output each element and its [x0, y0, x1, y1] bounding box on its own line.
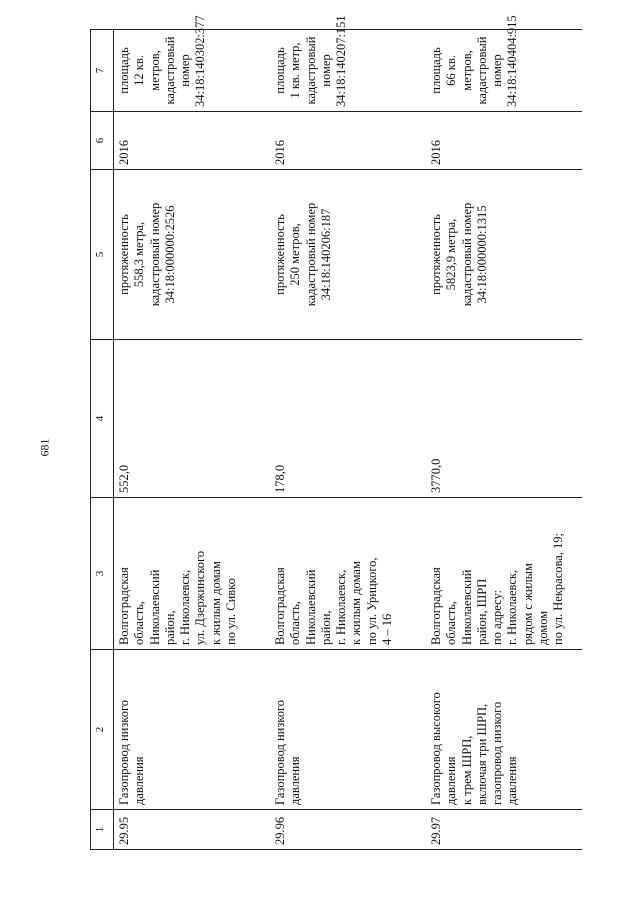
row-number: 29.95	[114, 810, 271, 850]
object-length: протяженность 558,3 метра, кадастровый номер 34:18:000000:2526	[114, 170, 271, 340]
object-year: 2016	[270, 112, 426, 170]
rotated-table-container	[90, 15, 620, 850]
object-length: протяженность 250 метров, кадастровый номер 34:18:140206:187	[270, 170, 426, 340]
object-address: Волгоградская область, Николаевский район, ШРП по адресу: г. Николаевск, рядом с жилым домом по ул. Некрасова, 19;	[426, 498, 582, 650]
object-value: 3770,0	[426, 340, 582, 498]
object-name: Газопровод высокого давления к трем ШРП, включая три ШРП, газопровод низкого давления	[426, 650, 582, 810]
row-number: 29.97	[426, 810, 582, 850]
object-address: Волгоградская область, Николаевский район, г. Николаевск, ул. Дзержинского к жилым домам по ул. Сивко	[114, 498, 271, 650]
object-address: Волгоградская область, Николаевский район, г. Николаевск, к жилым домам по ул. Урицкого, 4 – 16	[270, 498, 426, 650]
object-area: площадь 12 кв. метров, кадастровый номер 34:18:140302:377	[114, 30, 271, 112]
table-row	[114, 30, 271, 850]
column-header: 2	[91, 650, 114, 810]
object-length: протяженность 5823,9 метра, кадастровый номер 34:18:000000:1315	[426, 170, 582, 340]
row-number: 29.96	[270, 810, 426, 850]
object-year: 2016	[426, 112, 582, 170]
object-name: Газопровод низкого давления	[270, 650, 426, 810]
object-area: площадь 1 кв. метр, кадастровый номер 34:18:140207:151	[270, 30, 426, 112]
object-area: площадь 66 кв. метров, кадастровый номер 34:18:140404:915	[426, 30, 582, 112]
column-header: 5	[91, 170, 114, 340]
object-year: 2016	[114, 112, 271, 170]
column-header: 7	[91, 30, 114, 112]
page-number: 681	[37, 438, 52, 457]
object-value: 552,0	[114, 340, 271, 498]
object-name: Газопровод низкого давления	[114, 650, 271, 810]
property-table	[90, 15, 582, 850]
column-header: 6	[91, 112, 114, 170]
column-header: 1	[91, 810, 114, 850]
column-header: 4	[91, 340, 114, 498]
object-value: 178,0	[270, 340, 426, 498]
header-row	[91, 30, 114, 850]
table-row	[426, 30, 582, 850]
table-row	[270, 30, 426, 850]
column-header: 3	[91, 498, 114, 650]
